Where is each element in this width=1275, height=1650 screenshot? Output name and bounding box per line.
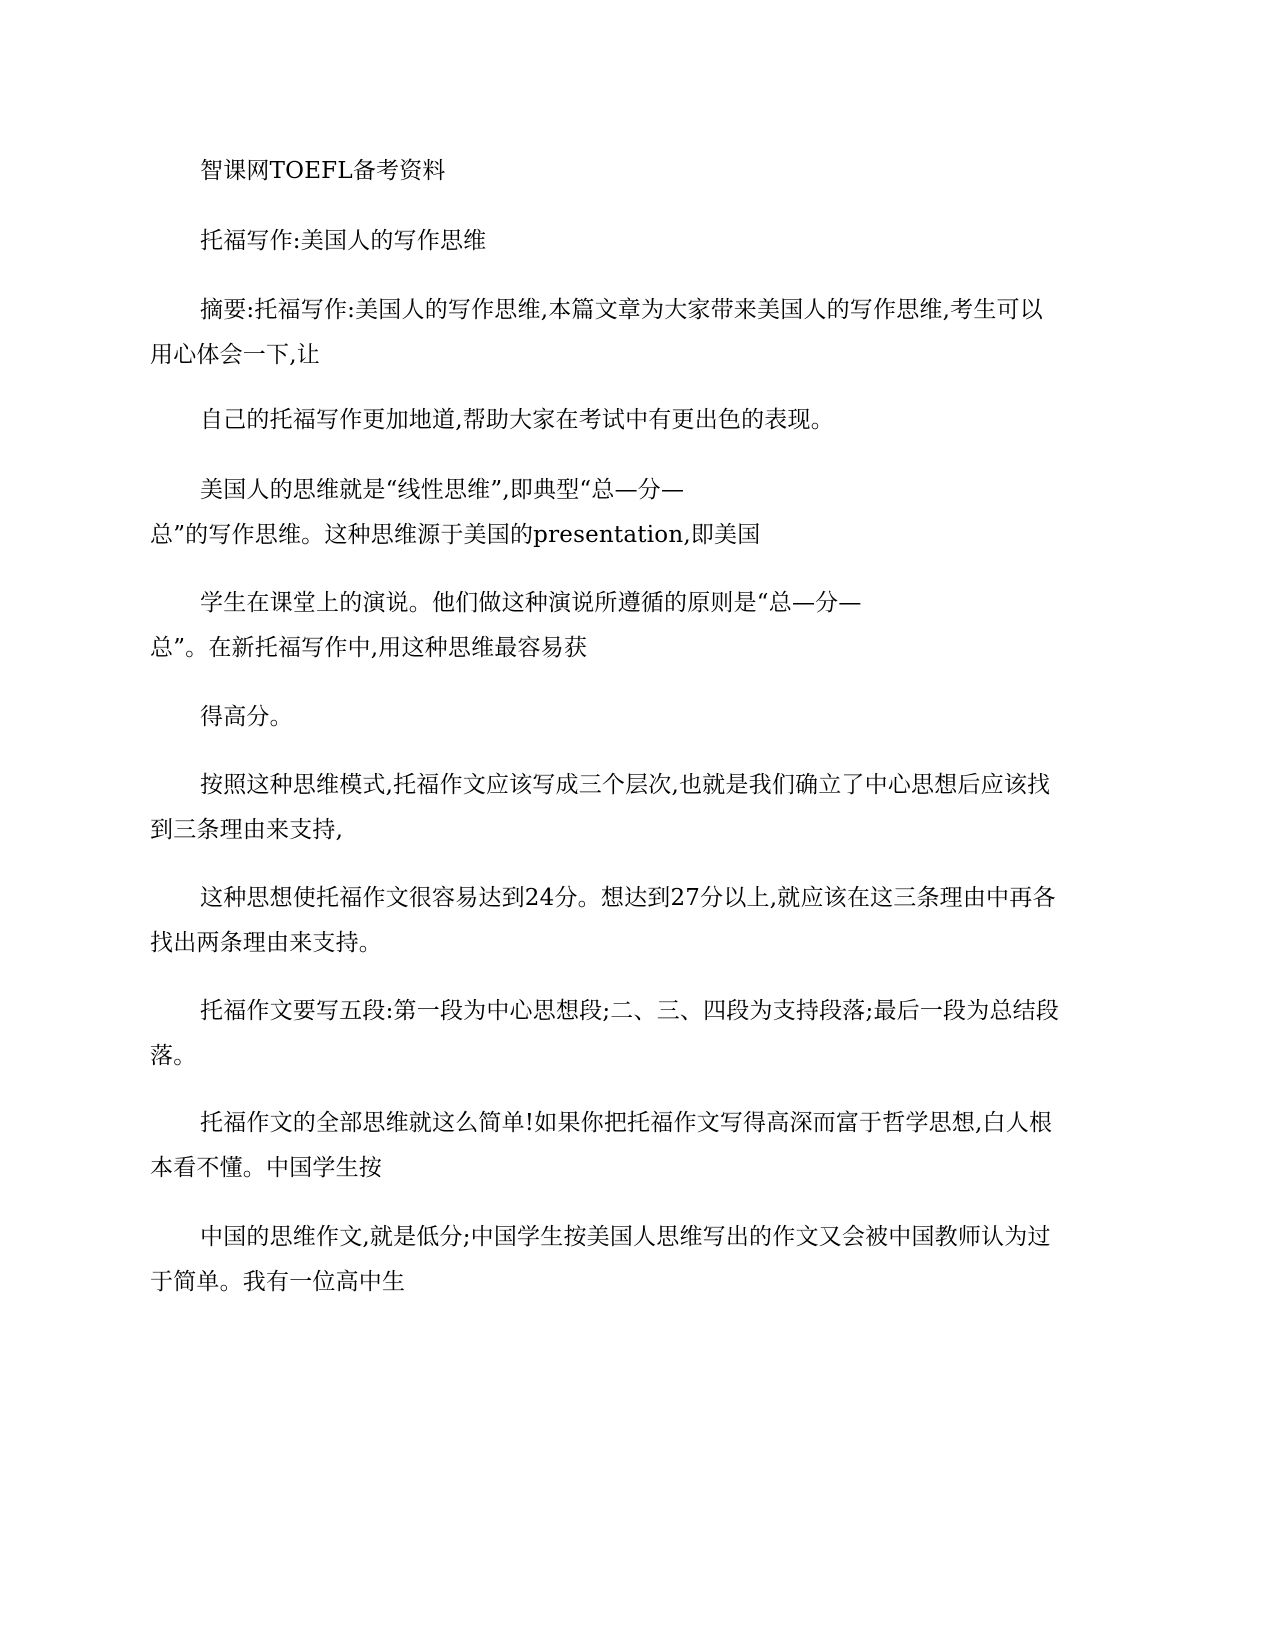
summary-line: 摘要:托福写作:美国人的写作思维,本篇文章为大家带来美国人的写作思维,考生可以 xyxy=(200,297,1043,323)
paragraph-line: 总”。在新托福写作中,用这种思维最容易获 xyxy=(150,635,588,661)
paragraph-line: 自己的托福写作更加地道,帮助大家在考试中有更出色的表现。 xyxy=(200,407,834,433)
paragraph-line: 托福作文的全部思维就这么简单!如果你把托福作文写得高深而富于哲学思想,白人根 xyxy=(200,1110,1053,1136)
paragraph-line: 到三条理由来支持, xyxy=(150,817,344,843)
paragraph-line: 于简单。我有一位高中生 xyxy=(150,1269,406,1295)
paragraph-line: 落。 xyxy=(150,1043,197,1069)
doc-title: 托福写作:美国人的写作思维 xyxy=(200,228,487,254)
paragraph-line: 按照这种思维模式,托福作文应该写成三个层次,也就是我们确立了中心思想后应该找 xyxy=(200,772,1051,798)
paragraph-line: 美国人的思维就是“线性思维”,即典型“总—分— xyxy=(200,477,685,503)
paragraph-line: 这种思想使托福作文很容易达到24分。想达到27分以上,就应该在这三条理由中再各 xyxy=(200,885,1056,911)
paragraph-line: 本看不懂。中国学生按 xyxy=(150,1155,382,1181)
paragraph-line: 托福作文要写五段:第一段为中心思想段;二、三、四段为支持段落;最后一段为总结段 xyxy=(200,998,1060,1024)
summary-line: 用心体会一下,让 xyxy=(150,342,320,368)
paragraph-line: 学生在课堂上的演说。他们做这种演说所遵循的原则是“总—分— xyxy=(200,590,862,616)
doc-header: 智课网TOEFL备考资料 xyxy=(200,158,446,184)
paragraph-line: 得高分。 xyxy=(200,704,293,730)
paragraph-line: 中国的思维作文,就是低分;中国学生按美国人思维写出的作文又会被中国教师认为过 xyxy=(200,1224,1051,1250)
paragraph-line: 找出两条理由来支持。 xyxy=(150,930,382,956)
paragraph-line: 总”的写作思维。这种思维源于美国的presentation,即美国 xyxy=(150,522,761,548)
